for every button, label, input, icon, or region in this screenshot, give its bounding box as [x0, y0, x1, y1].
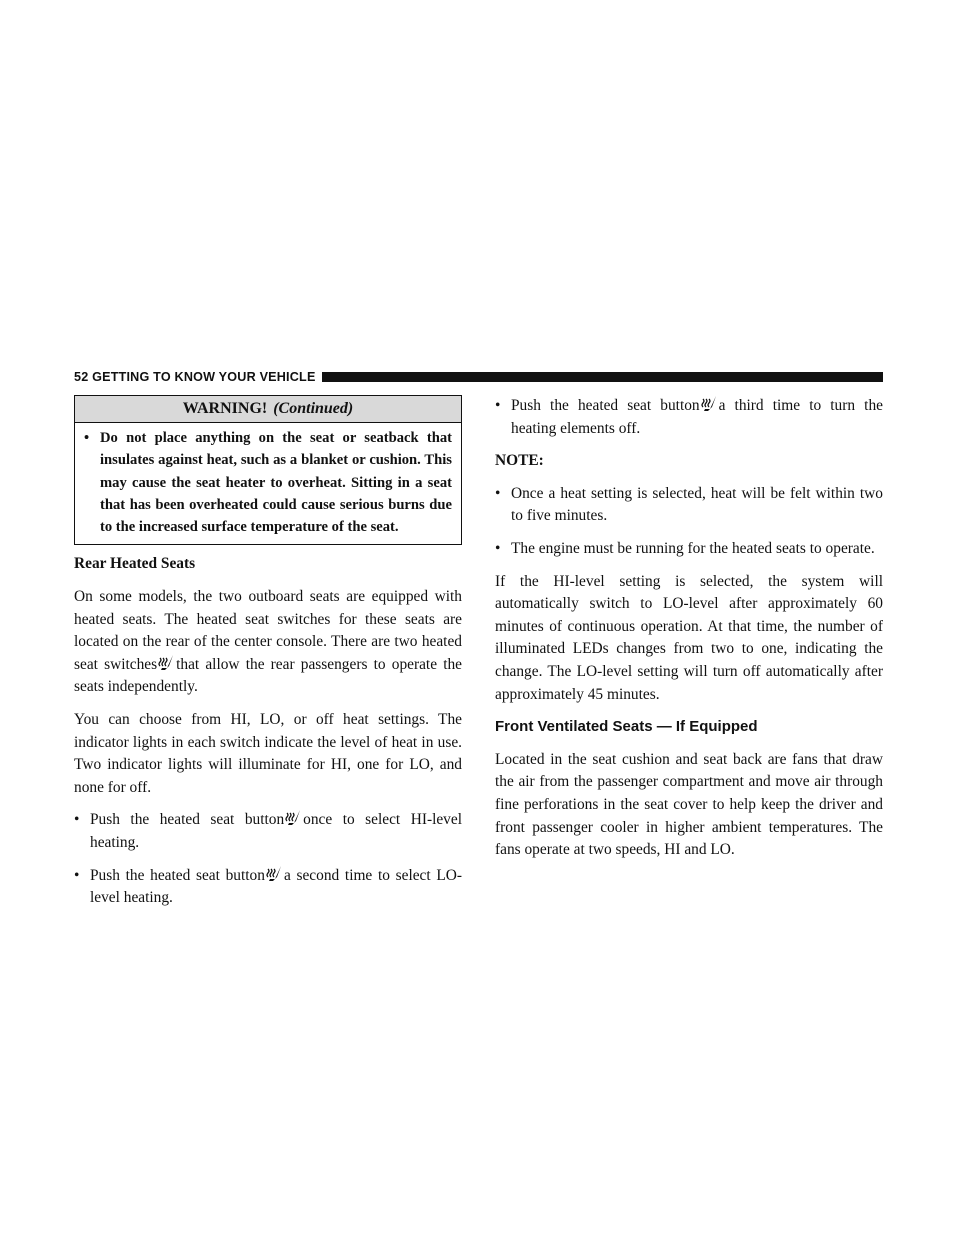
warning-title: WARNING! [182, 400, 268, 417]
rear-heated-seats-heading: Rear Heated Seats [74, 555, 196, 573]
header-rule [322, 372, 883, 382]
page-header [74, 369, 883, 385]
warning-box [74, 395, 462, 545]
rear-bullet-3-text-b: a third time to turn the heating elements off. [511, 397, 883, 437]
note-bullet-2-text: The engine must be running for the heated seats to operate. [511, 539, 875, 557]
rear-bullet-2 [74, 865, 462, 910]
rear-p1-text-a: On some models, the two outboard seats are equipped with heated seats. The heated seat switches for these seats are located on the rear of the center console. There are two heated seat switches [74, 588, 462, 673]
right-column [495, 395, 883, 862]
left-column [74, 395, 462, 910]
warning-body [75, 423, 461, 544]
bullet-dot: • [495, 484, 501, 502]
bullet-dot: • [495, 539, 501, 557]
rear-paragraph-1 [74, 586, 462, 699]
rear-p1-text-b: that allow the rear passengers to operate the seats independently. [74, 655, 463, 696]
warning-bullet [84, 427, 452, 538]
ventilated-seats-heading: Front Ventilated Seats — If Equipped [495, 718, 758, 736]
bullet-dot: • [84, 430, 90, 446]
warning-continued: (Continued) [273, 400, 354, 417]
warning-header [75, 396, 461, 423]
note-label: NOTE: [495, 452, 544, 470]
note-bullet-1-text: Once a heat setting is selected, heat will be felt within two to five minutes. [511, 484, 883, 525]
bullet-dot: • [74, 866, 80, 884]
note-bullet-2 [495, 538, 883, 561]
warning-bullet-text: Do not place anything on the seat or seatback that insulates against heat, such as a blanket or cushion. This may cause the seat heater to overheat. Sitting in a seat that has been overheated could cause serious burns due to the increased surface temperature of the seat. [100, 430, 452, 536]
rear-bullet-1 [74, 809, 462, 854]
page-number-title: 52 GETTING TO KNOW YOUR VEHICLE [74, 370, 316, 384]
heated-seat-icon [266, 865, 282, 883]
rear-bullet-3-text-a: Push the heated seat button [511, 397, 700, 414]
rear-bullet-1-text-a: Push the heated seat button [90, 811, 285, 829]
bullet-dot: • [495, 397, 501, 414]
hi-level-paragraph: If the HI-level setting is selected, the system will automatically switch to LO-level after approximately 60 minutes of continuous operation. At that time, the number of illuminated LEDs changes from two to one, indicating the change. The LO-level setting will turn off automatically after approximately 45 minutes. [495, 572, 883, 703]
heated-seat-icon [158, 654, 174, 672]
rear-paragraph-2: You can choose from HI, LO, or off heat settings. The indicator lights in each switch indicate the level of heat in use. Two indicator lights will illuminate for HI, one for LO, and none for off. [74, 711, 462, 796]
rear-bullet-1-text-b: once to select HI-level heating. [90, 811, 462, 852]
rear-bullet-3 [495, 395, 883, 440]
ventilated-paragraph: Located in the seat cushion and seat back are fans that draw the air from the passenger compartment and move air through fine perforations in the seat cover to help keep the driver and front passenger cooler in higher ambient temperatures. The fans operate at two speeds, HI and LO. [495, 750, 883, 859]
rear-bullet-2-text-a: Push the heated seat button [90, 866, 265, 884]
bullet-dot: • [74, 811, 80, 829]
rear-bullet-2-text-b: a second time to select LO-level heating. [90, 866, 462, 907]
heated-seat-icon [701, 395, 717, 413]
heated-seat-icon [285, 809, 301, 827]
note-bullet-1 [495, 483, 883, 528]
